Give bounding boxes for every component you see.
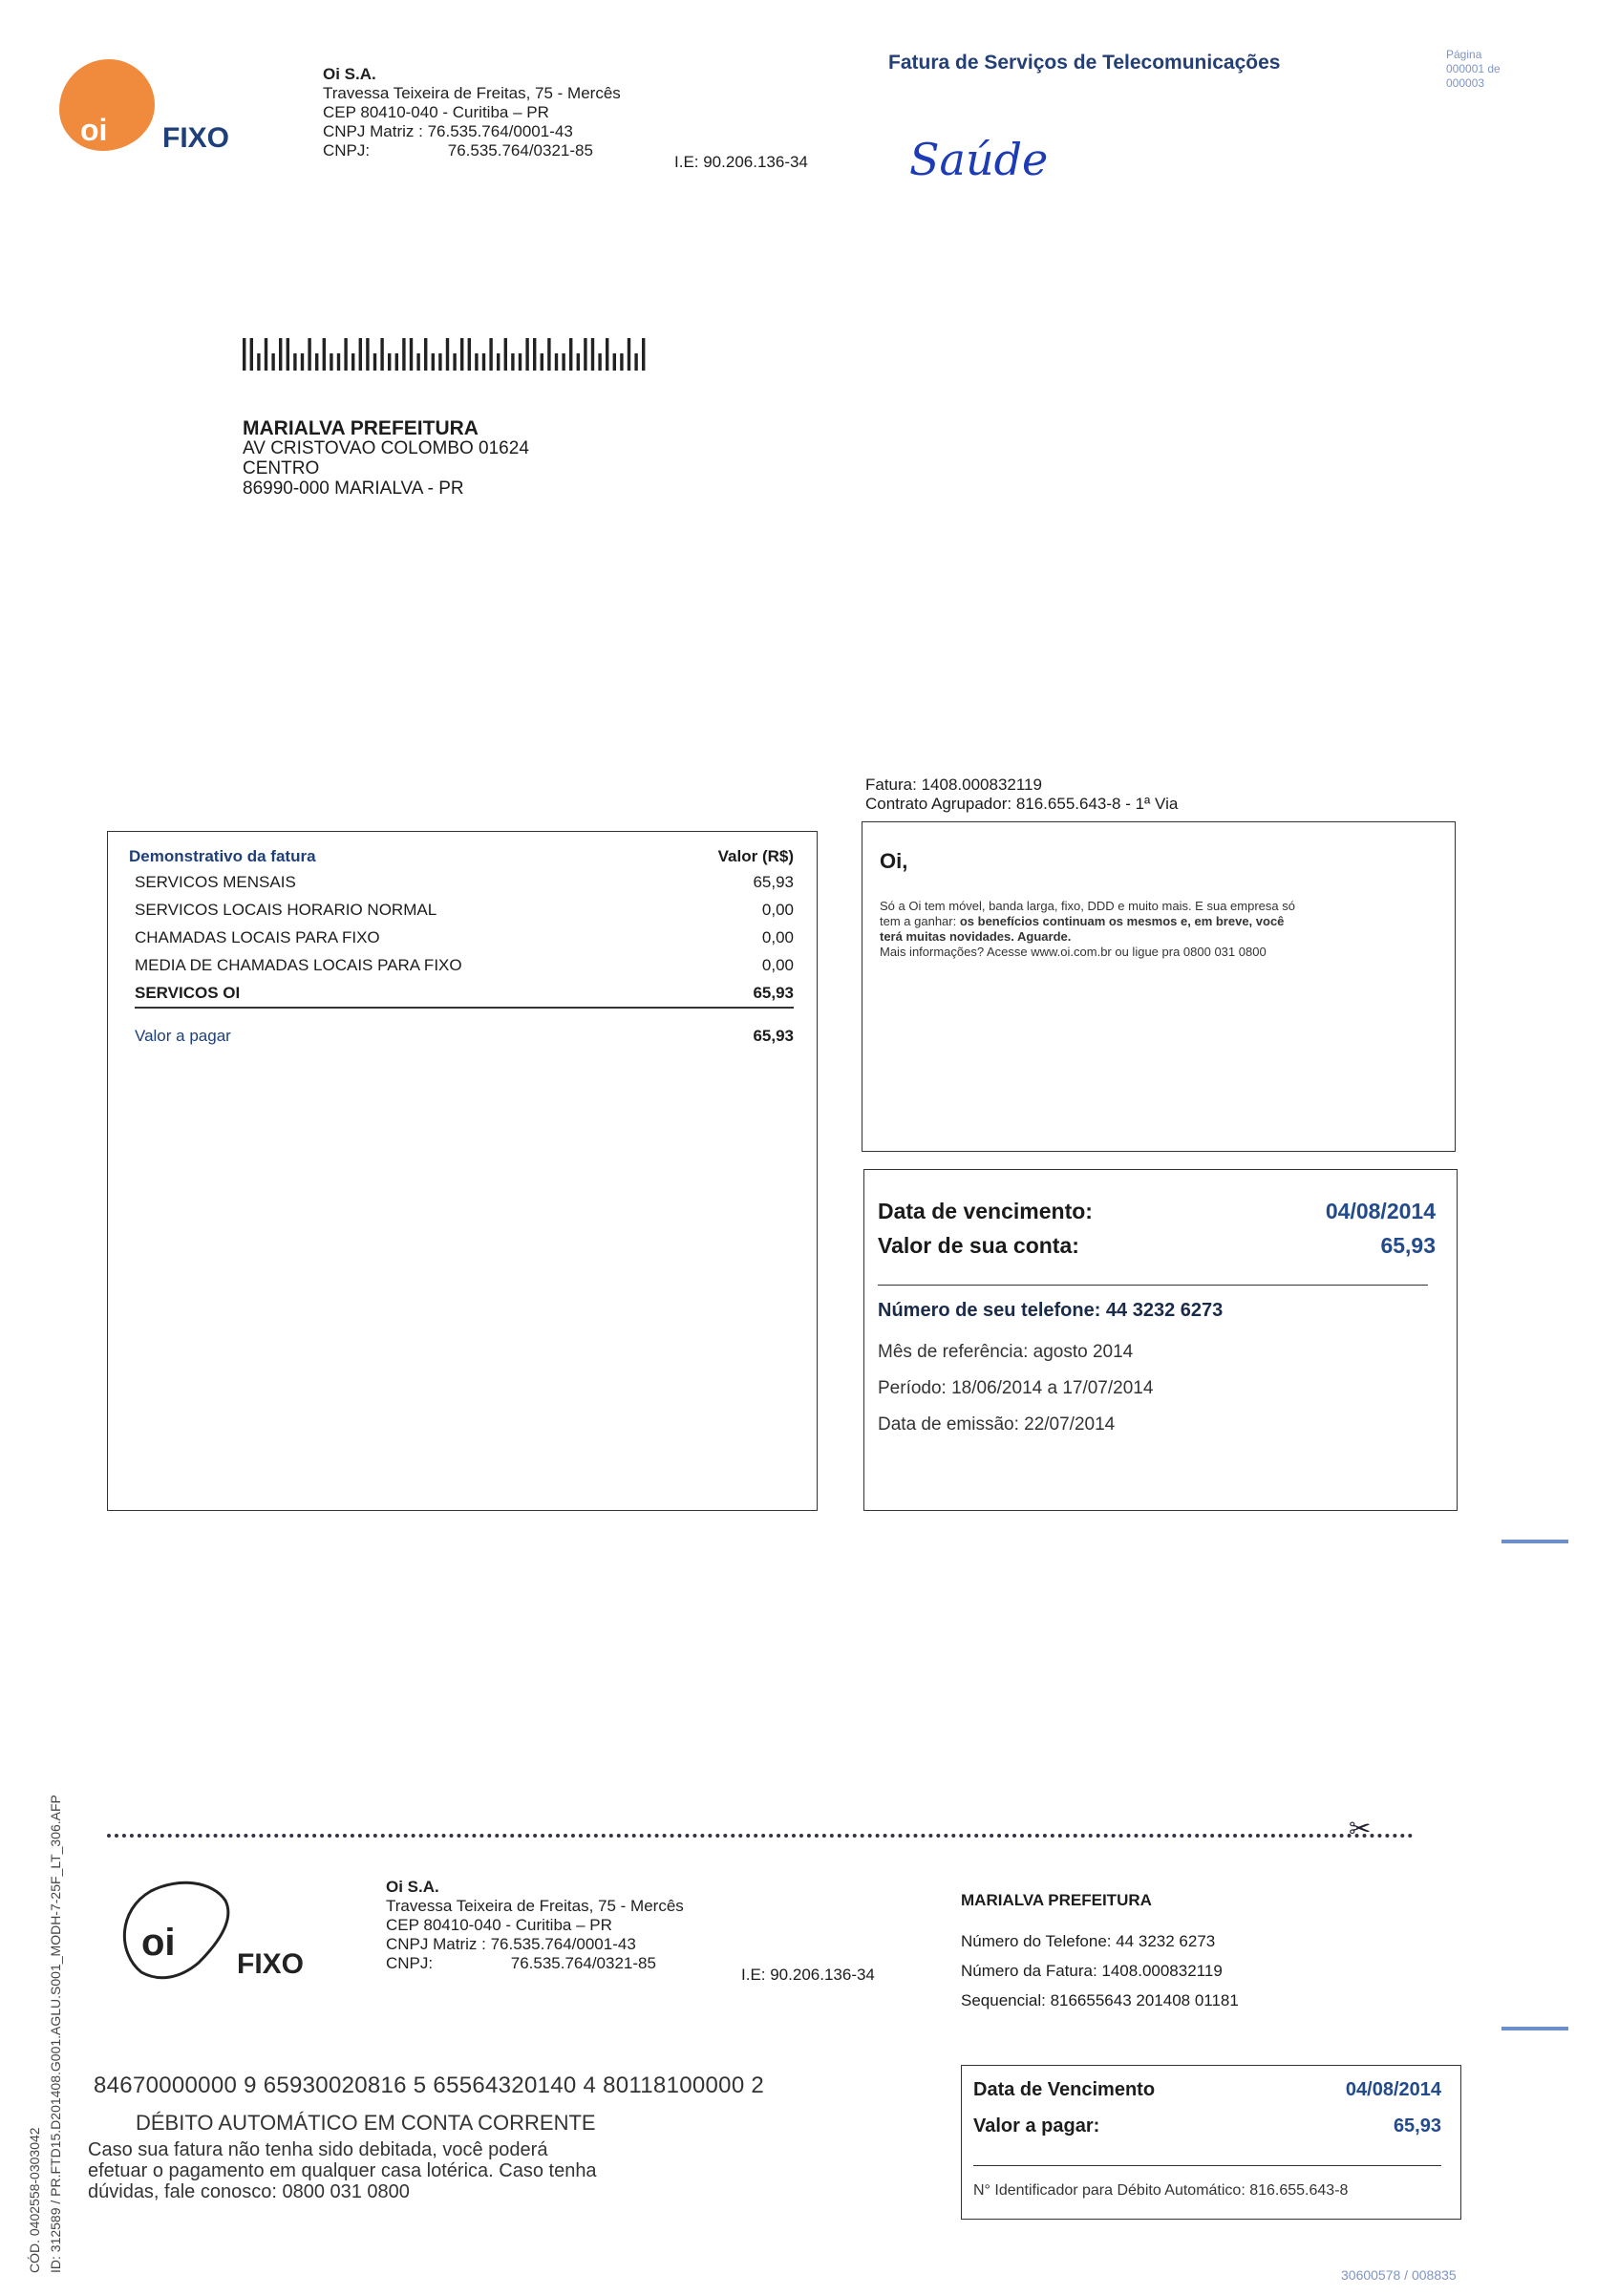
barcode-bar <box>410 338 413 371</box>
barcode-bar <box>446 338 449 371</box>
barcode-bar <box>497 353 500 371</box>
stub-invoice-number: Número da Fatura: 1408.000832119 <box>961 1962 1223 1980</box>
oi-logo <box>59 59 164 164</box>
stub-cnpj-value: 76.535.764/0321-85 <box>510 1954 656 1972</box>
total-value: 65,93 <box>753 1026 794 1045</box>
barcode-bar <box>460 338 463 371</box>
row-value: 0,00 <box>761 900 794 919</box>
stub-ie: I.E: 90.206.136-34 <box>741 1966 875 1984</box>
cnpj-matriz-line <box>323 122 858 141</box>
debit-title: DÉBITO AUTOMÁTICO EM CONTA CORRENTE <box>136 2111 596 2135</box>
postal-barcode <box>243 338 663 371</box>
side-code-2: CÓD. 0402558-0303042 <box>27 2127 42 2273</box>
page-indicator <box>1446 48 1501 91</box>
barcode-bar <box>395 353 398 371</box>
stub-company-name: Oi S.A. <box>386 1878 439 1896</box>
statement-total <box>135 1022 794 1050</box>
barcode-bar <box>402 338 405 371</box>
stub-pay-line <box>973 2115 1441 2137</box>
stub-due-value: 04/08/2014 <box>1345 2079 1441 2100</box>
message-line-3: terá muitas novidades. Aguarde. <box>880 929 1072 944</box>
barcode-bar <box>525 338 528 371</box>
barcode-bar <box>315 353 318 371</box>
barcode-bar <box>468 338 471 371</box>
stub-cnpj-matriz-label: CNPJ Matriz : <box>386 1935 486 1953</box>
stub-phone: Número do Telefone: 44 3232 6273 <box>961 1932 1216 1950</box>
emission-date: Data de emissão: 22/07/2014 <box>878 1414 1116 1435</box>
barcode-bar <box>577 353 580 371</box>
amount-label: Valor de sua conta: <box>878 1233 1079 1258</box>
stub-due-line <box>973 2079 1441 2101</box>
barcode-bar <box>366 338 369 371</box>
statement-row <box>135 924 794 951</box>
statement-rows <box>135 868 794 1050</box>
stub-due-box <box>961 2065 1461 2220</box>
stub-cnpj-matriz-value: 76.535.764/0001-43 <box>490 1935 636 1953</box>
barcode-bar <box>301 353 304 371</box>
stub-cnpj-matriz-line <box>386 1935 883 1954</box>
stub-logo <box>113 1872 237 1987</box>
stub-cnpj-label: CNPJ: <box>386 1954 434 1972</box>
stub-address: Travessa Teixeira de Freitas, 75 - Mercês <box>386 1897 684 1915</box>
barcode-bar <box>271 353 274 371</box>
company-cep: CEP 80410-040 - Curitiba – PR <box>323 103 549 121</box>
edge-mark <box>1501 1540 1568 1543</box>
barcode-bar <box>598 353 601 371</box>
row-label: SERVICOS MENSAIS <box>135 872 296 891</box>
footer-code: 30600578 / 008835 <box>1341 2267 1457 2283</box>
stub-sequence: Sequencial: 816655643 201408 01181 <box>961 1991 1239 2009</box>
billing-period: Período: 18/06/2014 a 17/07/2014 <box>878 1378 1154 1398</box>
message-line-1: Só a Oi tem móvel, banda larga, fixo, DDD e muito mais. E sua empresa só <box>880 899 1295 913</box>
recipient-district: CENTRO <box>243 458 320 478</box>
cnpj-value: 76.535.764/0321-85 <box>447 141 593 159</box>
fatura-number: Fatura: 1408.000832119 <box>865 776 1042 794</box>
barcode-bar <box>293 353 296 371</box>
message-box <box>862 821 1456 1152</box>
barcode-bar <box>475 353 478 371</box>
barcode-bar <box>642 338 645 371</box>
stub-client-info <box>961 1885 1239 2015</box>
barcode-bar <box>337 353 340 371</box>
company-name: Oi S.A. <box>323 65 376 83</box>
barcode-digits: 84670000000 9 65930020816 5 65564320140 4 80118100000 2 <box>94 2073 765 2098</box>
barcode-bar <box>620 353 623 371</box>
stub-company-info <box>386 1878 883 1973</box>
statement-header <box>129 847 794 866</box>
stub-debit-id: N° Identificador para Débito Automático: 816.655.643-8 <box>973 2182 1349 2199</box>
debit-text-3: dúvidas, fale conosco: 0800 031 0800 <box>88 2181 410 2202</box>
message-line-2 <box>880 914 1434 929</box>
subtotal-value: 65,93 <box>753 983 794 1002</box>
statement-subtotal <box>135 979 794 1009</box>
row-label: MEDIA DE CHAMADAS LOCAIS PARA FIXO <box>135 955 462 974</box>
row-value: 0,00 <box>761 927 794 946</box>
stub-logo-text: oi <box>141 1922 176 1964</box>
barcode-bar <box>482 353 485 371</box>
barcode-bar <box>555 353 558 371</box>
barcode-bar <box>287 338 289 371</box>
amount-value: 65,93 <box>1380 1233 1436 1258</box>
cnpj-matriz-label: CNPJ Matriz : <box>323 122 423 140</box>
statement-row <box>135 896 794 924</box>
statement-row <box>135 951 794 979</box>
subtotal-label: SERVICOS OI <box>135 983 241 1002</box>
due-date-value: 04/08/2014 <box>1325 1199 1436 1223</box>
barcode-bar <box>250 338 253 371</box>
due-box <box>863 1169 1458 1511</box>
barcode-bar <box>511 353 514 371</box>
stub-fixo-label: FIXO <box>237 1948 305 1980</box>
barcode-bar <box>591 338 594 371</box>
barcode-bar <box>504 338 507 371</box>
invoice-reference <box>865 776 1178 814</box>
debit-text-2: efetuar o pagamento em qualquer casa lotérica. Caso tenha <box>88 2160 597 2181</box>
debit-info <box>88 2139 661 2202</box>
amount-line <box>878 1233 1436 1259</box>
barcode-bar <box>330 353 332 371</box>
row-label: CHAMADAS LOCAIS PARA FIXO <box>135 927 380 946</box>
stub-client-name: MARIALVA PREFEITURA <box>961 1891 1152 1909</box>
barcode-bar <box>380 338 383 371</box>
barcode-bar <box>265 338 267 371</box>
due-divider <box>878 1285 1428 1286</box>
row-value: 65,93 <box>753 872 794 891</box>
barcode-bar <box>388 353 391 371</box>
stub-pay-label: Valor a pagar: <box>973 2115 1100 2137</box>
barcode-bar <box>344 338 347 371</box>
total-label: Valor a pagar <box>135 1026 231 1045</box>
page-total: 000003 <box>1446 76 1485 90</box>
statement-title: Demonstrativo da fatura <box>129 847 316 865</box>
row-value: 0,00 <box>761 955 794 974</box>
barcode-bar <box>489 338 492 371</box>
company-info <box>323 65 858 160</box>
reference-month: Mês de referência: agosto 2014 <box>878 1342 1134 1362</box>
recipient-block <box>243 418 529 499</box>
barcode-bar <box>569 338 572 371</box>
recipient-city: 86990-000 MARIALVA - PR <box>243 478 464 499</box>
ie-number: I.E: 90.206.136-34 <box>674 153 808 171</box>
due-date-line <box>878 1199 1436 1224</box>
barcode-bar <box>584 338 586 371</box>
edge-mark <box>1501 2027 1568 2030</box>
fixo-label: FIXO <box>162 122 230 154</box>
barcode-bar <box>424 338 427 371</box>
handwritten-note: Saúde <box>909 134 1049 185</box>
invoice-title: Fatura de Serviços de Telecomunicações <box>888 52 1281 74</box>
stub-due-label: Data de Vencimento <box>973 2079 1156 2100</box>
barcode-bar <box>279 338 282 371</box>
page-value: 000001 de <box>1446 62 1501 75</box>
cnpj-label: CNPJ: <box>323 141 371 159</box>
message-line-4: Mais informações? Acesse www.oi.com.br ou ligue pra 0800 031 0800 <box>880 945 1267 959</box>
barcode-bar <box>416 353 419 371</box>
barcode-bar <box>519 353 522 371</box>
statement-row <box>135 868 794 896</box>
barcode-bar <box>562 353 564 371</box>
barcode-bar <box>628 338 630 371</box>
scissors-icon: ✂ <box>1349 1814 1372 1843</box>
barcode-bar <box>606 338 608 371</box>
side-code: ID: 312589 / PR.FTD15.D201408.G001.AGLU.S001_MODH-7-25F_LT_306.AFP <box>48 1795 63 2273</box>
stub-due-divider <box>973 2165 1441 2166</box>
message-line-2-normal: tem a ganhar: <box>880 914 957 928</box>
barcode-bar <box>308 338 310 371</box>
due-details <box>878 1334 1153 1443</box>
recipient-name: MARIALVA PREFEITURA <box>243 417 479 439</box>
barcode-bar <box>373 353 376 371</box>
statement-value-header: Valor (R$) <box>717 847 794 865</box>
stub-pay-value: 65,93 <box>1393 2115 1441 2137</box>
barcode-bar <box>634 353 637 371</box>
recipient-street: AV CRISTOVAO COLOMBO 01624 <box>243 438 529 458</box>
page-label: Página <box>1446 48 1482 61</box>
barcode-bar <box>613 353 616 371</box>
stub-cep: CEP 80410-040 - Curitiba – PR <box>386 1916 612 1934</box>
barcode-bar <box>533 338 536 371</box>
cut-line <box>107 1834 1414 1838</box>
logo-text: oi <box>80 113 108 147</box>
statement-box <box>107 831 818 1511</box>
barcode-bar <box>453 353 456 371</box>
barcode-bar <box>432 353 435 371</box>
barcode-bar <box>351 353 354 371</box>
barcode-bar <box>547 338 550 371</box>
message-body <box>880 899 1434 960</box>
barcode-bar <box>541 353 543 371</box>
cnpj-matriz-value: 76.535.764/0001-43 <box>427 122 573 140</box>
debit-text-1: Caso sua fatura não tenha sido debitada, você poderá <box>88 2139 548 2160</box>
barcode-bar <box>323 338 326 371</box>
barcode-bar <box>438 353 441 371</box>
row-label: SERVICOS LOCAIS HORARIO NORMAL <box>135 900 437 919</box>
barcode-bar <box>359 338 362 371</box>
due-date-label: Data de vencimento: <box>878 1199 1093 1223</box>
company-address: Travessa Teixeira de Freitas, 75 - Mercês <box>323 84 621 102</box>
barcode-bar <box>257 353 260 371</box>
message-line-2-bold: os benefícios continuam os mesmos e, em breve, você <box>959 914 1285 928</box>
message-greeting: Oi, <box>880 849 908 873</box>
barcode-bar <box>243 338 245 371</box>
phone-number: Número de seu telefone: 44 3232 6273 <box>878 1300 1224 1321</box>
contrato-agrupador: Contrato Agrupador: 816.655.643-8 - 1ª Via <box>865 795 1179 813</box>
